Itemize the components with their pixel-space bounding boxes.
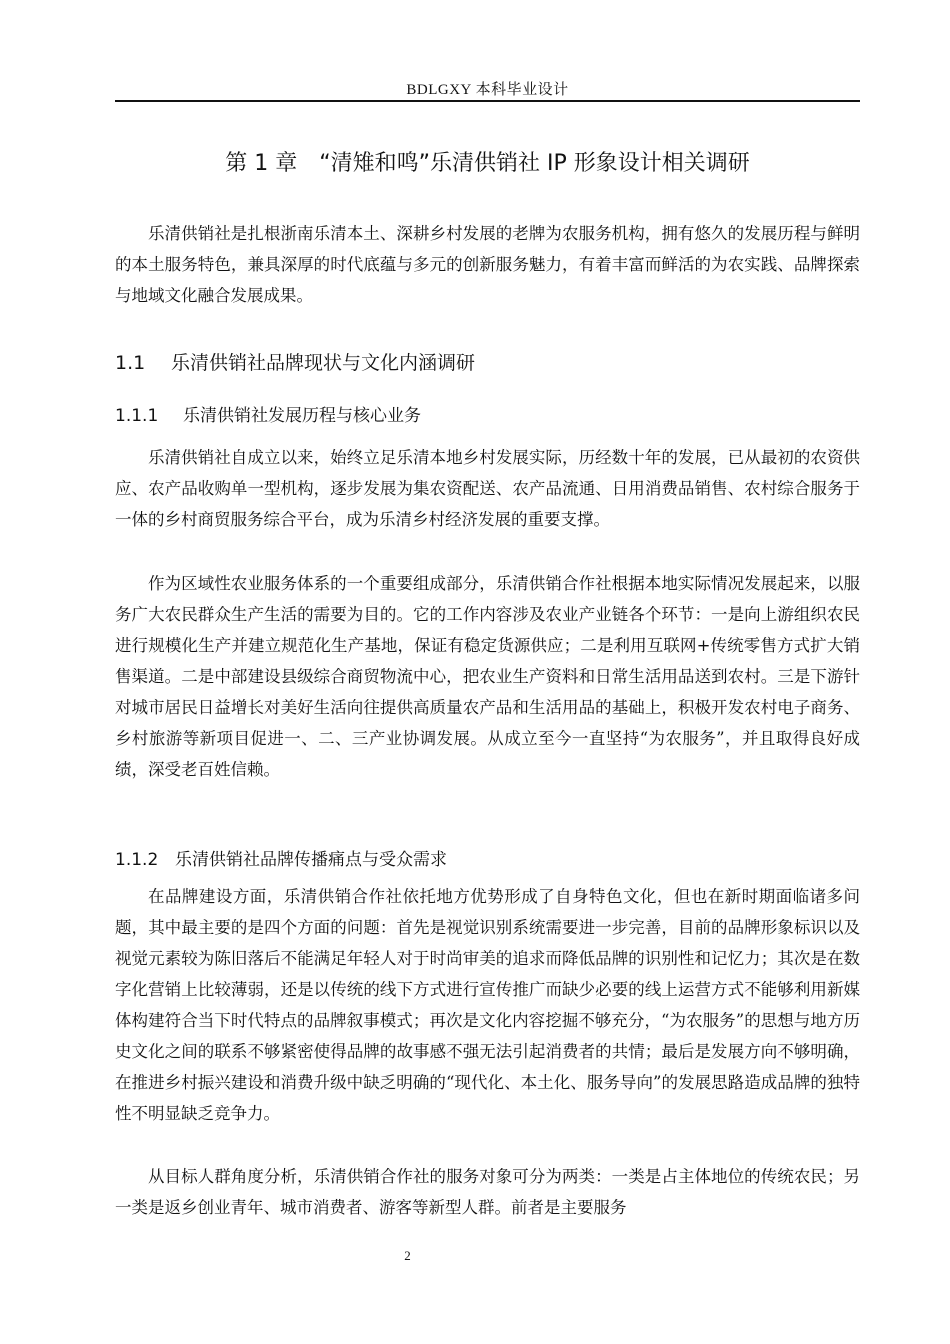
section-title: 乐清供销社发展历程与核心业务	[183, 406, 421, 426]
chapter-title: 第 1 章 “清雉和鸣”乐清供销社 IP 形象设计相关调研	[225, 151, 750, 176]
paragraph-1-1-1-a: 乐清供销社自成立以来，始终立足乐清本地乡村发展实际，历经数十年的发展，已从最初的农资供应、农产品收购单一型机构，逐步发展为集农资配送、农产品流通、日用消费品销售、农村综合服务于一体的乡村商贸服务综合平台，成为乐清乡村经济发展的重要支撑。	[115, 448, 860, 529]
running-header: BDLGXY 本科毕业设计	[406, 82, 569, 98]
paragraph-1-1-2-a: 在品牌建设方面，乐清供销合作社依托地方优势形成了自身特色文化，但也在新时期面临诸多问题，其中最主要的是四个方面的问题：首先是视觉识别系统需要进一步完善，目前的品牌形象标识以及视觉元素较为陈旧落后不能满足年轻人对于时尚审美的追求而降低品牌的识别性和记忆力；其次是在数字化营销上比较薄弱，还是以传统的线下方式进行宣传推广而缺少必要的线上运营方式不能够利用新媒体构建符合当下时代特点的品牌叙事模式；再次是文化内容挖掘不够充分，“为农服务”的思想与地方历史文化之间的联系不够紧密使得品牌的故事感不强无法引起消费者的共情；最后是发展方向不够明确，在推进乡村振兴建设和消费升级中缺乏明确的“现代化、本土化、服务导向”的发展思路造成品牌的独特性不明显缺乏竞争力。	[115, 887, 860, 1123]
paragraph-1-1-1-b: 作为区域性农业服务体系的一个重要组成部分，乐清供销合作社根据本地实际情况发展起来，以服务广大农民群众生产生活的需要为目的。它的工作内容涉及农业产业链各个环节：一是向上游组织农民进行规模化生产并建立规范化生产基地，保证有稳定货源供应；二是利用互联网+传统零售方式扩大销售渠道。二是中部建设县级综合商贸物流中心，把农业生产资料和日常生活用品送到农村。三是下游针对城市居民日益增长对美好生活向往提供高质量农产品和生活用品的基础上，积极开发农村电子商务、乡村旅游等新项目促进一、二、三产业协调发展。从成立至今一直坚持“为农服务”，并且取得良好成绩，深受老百姓信赖。	[115, 574, 860, 779]
section-heading-1-1-2	[115, 845, 447, 870]
intro-paragraph: 乐清供销社是扎根浙南乐清本土、深耕乡村发展的老牌为农服务机构，拥有悠久的发展历程与鲜明的本土服务特色，兼具深厚的时代底蕴与多元的创新服务魅力，有着丰富而鲜活的为农实践、品牌探索与地域文化融合发展成果。	[115, 224, 860, 305]
section-title: 乐清供销社品牌传播痛点与受众需求	[175, 850, 447, 870]
paragraph-1-1-2-b: 从目标人群角度分析，乐清供销合作社的服务对象可分为两类：一类是占主体地位的传统农民；另一类是返乡创业青年、城市消费者、游客等新型人群。前者是主要服务	[115, 1167, 860, 1217]
section-number: 1.1	[115, 352, 146, 374]
section-number: 1.1.2	[115, 850, 159, 870]
header-rule	[115, 100, 860, 102]
section-number: 1.1.1	[115, 406, 159, 426]
section-title: 乐清供销社品牌现状与文化内涵调研	[171, 352, 476, 374]
page-number: 2	[404, 1248, 411, 1263]
section-heading-1-1	[115, 348, 475, 375]
section-heading-1-1-1	[115, 401, 421, 426]
